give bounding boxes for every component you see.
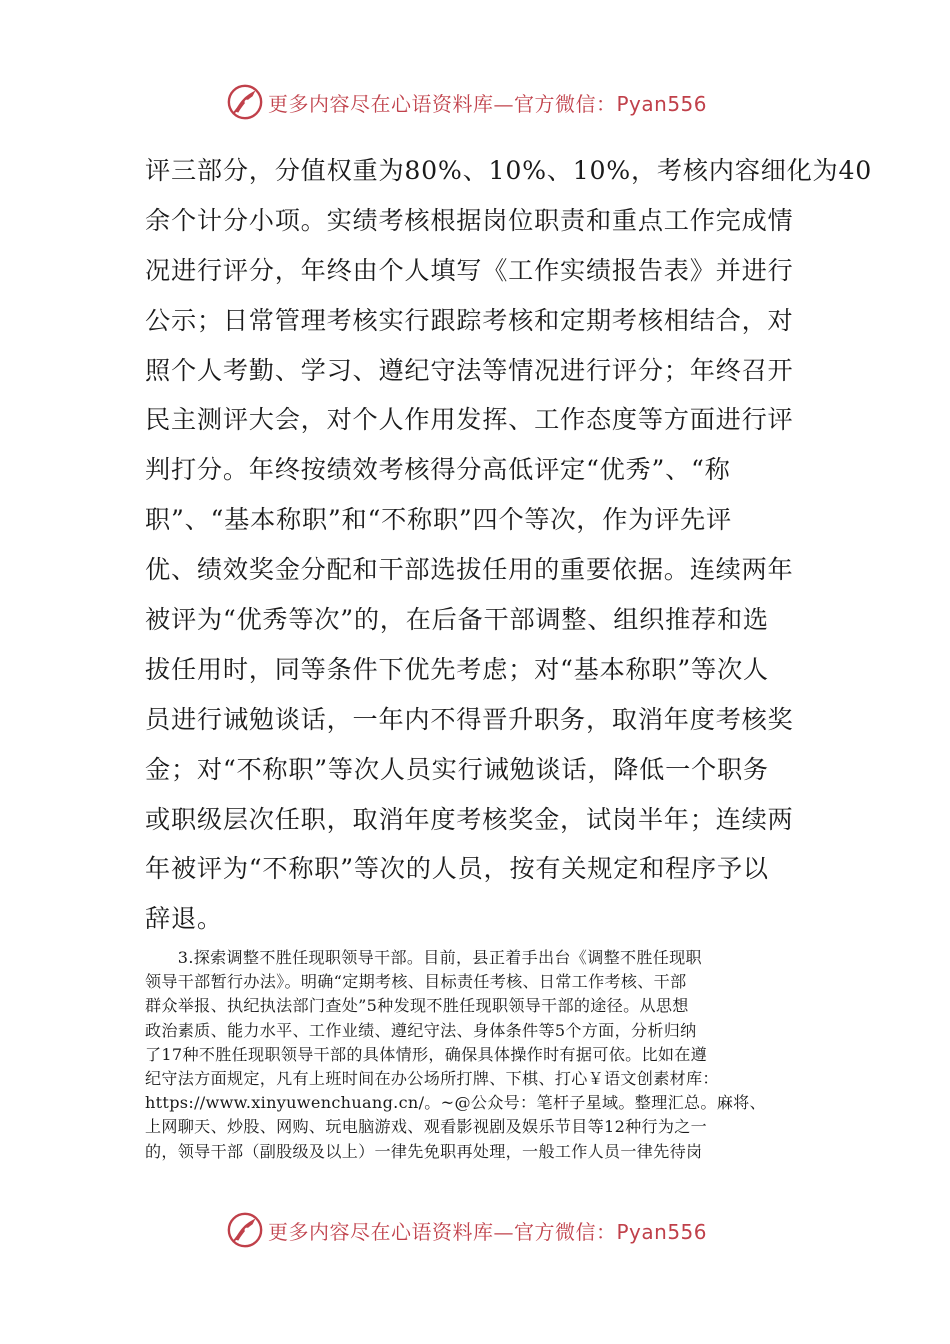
text-line: 判打分。年终按绩效考核得分高低评定“优秀”、“称 — [145, 455, 731, 485]
header-banner — [226, 82, 726, 122]
small-text-line: 政治素质、能力水平、工作业绩、遵纪守法、身体条件等5个方面，分析归纳 — [145, 1020, 697, 1040]
text-line: 民主测评大会，对个人作用发挥、工作态度等方面进行评 — [145, 405, 794, 435]
small-text-line: 上网聊天、炒股、网购、玩电脑游戏、观看影视剧及娱乐节目等12种行为之一 — [145, 1117, 708, 1137]
main-paragraph — [145, 146, 872, 944]
footer-banner — [226, 1210, 726, 1250]
text-line: 评三部分，分值权重为80%、10%、10%，考核内容细化为40 — [145, 156, 872, 185]
text-line: 优、绩效奖金分配和干部选拔任用的重要依据。连续两年 — [145, 555, 794, 585]
text-line: 拔任用时，同等条件下优先考虑；对“基本称职”等次人 — [145, 654, 769, 684]
pen-logo-icon — [226, 83, 264, 121]
text-line: 或职级层次任职，取消年度考核奖金，试岗半年；连续两 — [145, 804, 794, 834]
small-text-line: 领导干部暂行办法》。明确“定期考核、目标责任考核、日常工作考核、干部 — [145, 972, 687, 992]
text-line: 被评为“优秀等次”的，在后备干部调整、组织推荐和选 — [145, 605, 769, 635]
text-line: 公示；日常管理考核实行跟踪考核和定期考核相结合，对 — [145, 305, 794, 335]
header-banner-text: 更多内容尽在心语资料库—官方微信：Pyan556 — [268, 91, 708, 116]
text-line: 员进行诫勉谈话，一年内不得晋升职务，取消年度考核奖 — [145, 704, 794, 734]
small-text-line: 纪守法方面规定，凡有上班时间在办公场所打牌、下棋、打心￥语文创素材库： — [145, 1068, 719, 1088]
small-text-line: 了17种不胜任现职领导干部的具体情形，确保具体操作时有据可依。比如在遵 — [145, 1044, 708, 1064]
text-line: 照个人考勤、学习、遵纪守法等情况进行评分；年终召开 — [145, 355, 794, 385]
text-line: 职”、“基本称职”和“不称职”四个等次，作为评先评 — [145, 505, 732, 535]
footer-banner-text: 更多内容尽在心语资料库—官方微信：Pyan556 — [268, 1219, 708, 1244]
text-line: 辞退。 — [145, 904, 223, 934]
text-line: 年被评为“不称职”等次的人员，按有关规定和程序予以 — [145, 854, 769, 884]
small-text-line: 的，领导干部（副股级及以上）一律先免职再处理，一般工作人员一律先待岗 — [145, 1141, 703, 1161]
text-line: 金；对“不称职”等次人员实行诫勉谈话，降低一个职务 — [145, 754, 769, 784]
text-line: 况进行评分，年终由个人填写《工作实绩报告表》并进行 — [145, 255, 794, 285]
small-text-line: 群众举报、执纪执法部门查处”5种发现不胜任现职领导干部的途径。从思想 — [145, 996, 689, 1016]
section-3-paragraph — [145, 946, 825, 1164]
small-text-line: https://www.xinyuwenchuang.cn/。~@公众号：笔杆子星域。整理汇总。麻将、 — [145, 1093, 766, 1113]
text-line: 余个计分小项。实绩考核根据岗位职责和重点工作完成情 — [145, 205, 794, 235]
pen-logo-icon — [226, 1211, 264, 1249]
small-text-line: 3.探索调整不胜任现职领导干部。目前，县正着手出台《调整不胜任现职 — [145, 948, 702, 967]
